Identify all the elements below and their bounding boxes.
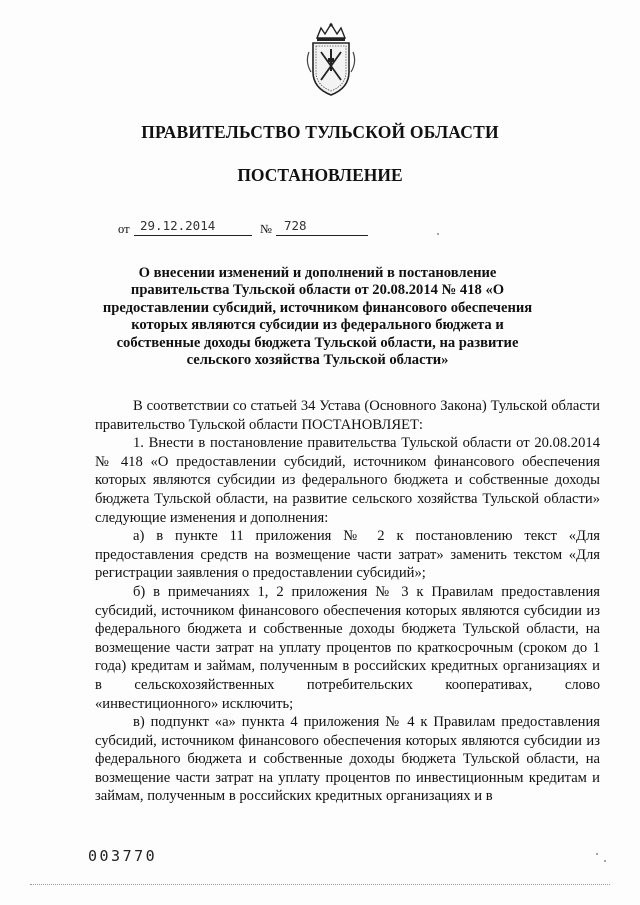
number-prefix: № [260, 222, 272, 236]
number-underline [276, 235, 368, 236]
page-bottom-edge [30, 884, 610, 885]
scan-speck [604, 860, 606, 862]
document-subject: О внесении изменений и дополнений в постановление правительства Тульской области от 20.08.2014 № 418 «О предоставлении субсидий, источником финансового обеспечения которых являются субсидии из федерального бюджета и собственные доходы бюджета Тульской области, на развитие сельского хозяйства Тульской области» [102, 265, 533, 369]
body-paragraph-c: в) подпункт «а» пункта 4 приложения № 4 к Правилам предоставления субсидий, источником финансового обеспечения которых являются субсидии из федерального бюджета и собственные доходы бюджета Тульской области, на возмещение части затрат на уплату процентов по инвестиционным кредитам и займам, полученным в российских кредитных организациях и в [95, 714, 600, 805]
document-date: 29.12.2014 [140, 218, 216, 233]
body-paragraph-a: а) в пункте 11 приложения № 2 к постановлению текст «Для предоставления средств на возмещение части затрат» заменить текстом «Для регистрации заявления о предоставлении субсидий»; [95, 528, 600, 582]
document-body [95, 397, 600, 806]
government-title: ПРАВИТЕЛЬСТВО ТУЛЬСКОЙ ОБЛАСТИ [141, 122, 499, 142]
body-paragraph-1: 1. Внести в постановление правительства Тульской области от 20.08.2014 № 418 «О предоставлении субсидий, источником финансового обеспечения которых являются субсидии из федерального бюджета и собственные доходы бюджета Тульской области, на развитие сельского хозяйства Тульской области» следующие изменения и дополнения: [95, 435, 600, 526]
scan-speck [596, 853, 598, 855]
document-number: 728 [284, 218, 307, 233]
body-paragraph-b: б) в примечаниях 1, 2 приложения № 3 к Правилам предоставления субсидий, источником финансового обеспечения которых являются субсидии из федерального бюджета и собственные доходы бюджета Тульской области, на возмещение части затрат на уплату процентов по краткосрочным (сроком до 1 года) кредитам и займам, полученным в российских кредитных организациях и в сельскохозяйственных потребительских кооперативах, слово «инвестиционного» исключить; [95, 583, 600, 712]
date-underline [134, 235, 252, 236]
document-type: ПОСТАНОВЛЕНИЕ [237, 165, 403, 185]
date-prefix: от [118, 222, 130, 236]
scan-speck [437, 233, 439, 235]
blank-serial-number: 003770 [88, 847, 158, 865]
body-paragraph-preamble: В соответствии со статьей 34 Устава (Основного Закона) Тульской области правительство Тульской области ПОСТАНОВЛЯЕТ: [95, 398, 600, 433]
tula-coat-of-arms-icon [303, 22, 359, 98]
